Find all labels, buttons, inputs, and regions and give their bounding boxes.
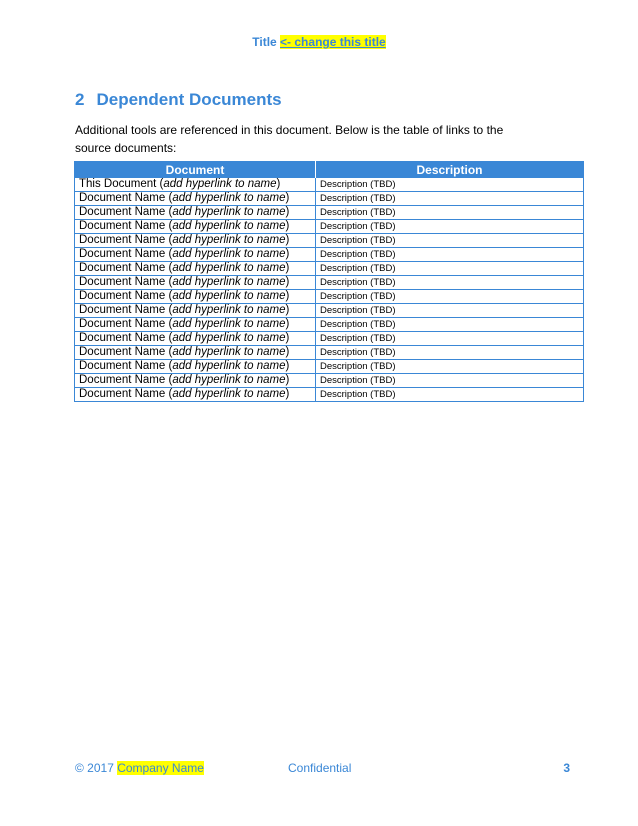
description-cell: Description (TBD) (316, 192, 584, 206)
document-name-suffix: ) (285, 276, 290, 288)
description-cell: Description (TBD) (316, 332, 584, 346)
document-name-hint: add hyperlink to name (172, 206, 286, 218)
header-title-hint[interactable]: <- change this title (280, 35, 386, 49)
company-name: Company Name (117, 761, 204, 775)
document-name-prefix: Document Name ( (79, 234, 173, 246)
document-name-suffix: ) (285, 304, 290, 316)
document-name-hint: add hyperlink to name (172, 262, 286, 274)
document-name-cell[interactable] (75, 318, 316, 332)
document-name-suffix: ) (285, 206, 290, 218)
document-name-cell[interactable] (75, 332, 316, 346)
document-name-cell[interactable] (75, 276, 316, 290)
column-header-description: Description (316, 162, 584, 178)
document-name-prefix: Document Name ( (79, 388, 173, 400)
table-row (75, 346, 584, 360)
document-name-hint: add hyperlink to name (163, 178, 277, 190)
table-row (75, 192, 584, 206)
document-name-cell[interactable] (75, 220, 316, 234)
document-name-hint: add hyperlink to name (172, 220, 286, 232)
table-row (75, 234, 584, 248)
description-cell: Description (TBD) (316, 276, 584, 290)
document-name-prefix: Document Name ( (79, 374, 173, 386)
document-name-prefix: Document Name ( (79, 304, 173, 316)
description-cell: Description (TBD) (316, 248, 584, 262)
table-header-row (75, 162, 584, 178)
copyright-year: © 2017 (75, 761, 114, 775)
document-name-hint: add hyperlink to name (172, 234, 286, 246)
document-name-suffix: ) (285, 192, 290, 204)
document-name-cell[interactable] (75, 388, 316, 402)
document-name-hint: add hyperlink to name (172, 360, 286, 372)
document-name-suffix: ) (285, 346, 290, 358)
table-row (75, 276, 584, 290)
table-row (75, 332, 584, 346)
table-row (75, 388, 584, 402)
document-name-suffix: ) (285, 262, 290, 274)
document-name-prefix: Document Name ( (79, 192, 173, 204)
document-name-prefix: Document Name ( (79, 332, 173, 344)
section-title: Dependent Documents (96, 90, 282, 109)
document-name-suffix: ) (285, 360, 290, 372)
description-cell: Description (TBD) (316, 346, 584, 360)
table-row (75, 178, 584, 192)
document-name-suffix: ) (285, 290, 290, 302)
document-name-hint: add hyperlink to name (172, 248, 286, 260)
document-name-suffix: ) (285, 374, 290, 386)
document-name-cell[interactable] (75, 346, 316, 360)
document-name-prefix: Document Name ( (79, 262, 173, 274)
description-cell: Description (TBD) (316, 290, 584, 304)
page-number: 3 (563, 761, 570, 775)
document-name-cell[interactable] (75, 178, 316, 192)
document-name-cell[interactable] (75, 234, 316, 248)
document-name-prefix: This Document ( (79, 178, 164, 190)
table-row (75, 262, 584, 276)
footer-copyright (75, 761, 204, 775)
table-row (75, 290, 584, 304)
document-name-suffix: ) (285, 388, 290, 400)
document-name-cell[interactable] (75, 262, 316, 276)
document-name-hint: add hyperlink to name (172, 276, 286, 288)
document-name-hint: add hyperlink to name (172, 374, 286, 386)
document-name-suffix: ) (285, 248, 290, 260)
table-row (75, 304, 584, 318)
document-name-cell[interactable] (75, 304, 316, 318)
document-name-hint: add hyperlink to name (172, 346, 286, 358)
description-cell: Description (TBD) (316, 220, 584, 234)
document-name-hint: add hyperlink to name (172, 332, 286, 344)
document-name-suffix: ) (285, 332, 290, 344)
table-row (75, 318, 584, 332)
section-heading (75, 90, 282, 110)
description-cell: Description (TBD) (316, 318, 584, 332)
document-name-prefix: Document Name ( (79, 248, 173, 260)
table-row (75, 248, 584, 262)
description-cell: Description (TBD) (316, 234, 584, 248)
description-cell: Description (TBD) (316, 388, 584, 402)
table-row (75, 374, 584, 388)
document-name-hint: add hyperlink to name (172, 290, 286, 302)
section-number: 2 (75, 90, 85, 109)
document-name-suffix: ) (285, 220, 290, 232)
header-title-label: Title (252, 35, 277, 49)
document-name-cell[interactable] (75, 206, 316, 220)
document-name-cell[interactable] (75, 248, 316, 262)
document-name-hint: add hyperlink to name (172, 318, 286, 330)
document-name-prefix: Document Name ( (79, 220, 173, 232)
document-name-cell[interactable] (75, 290, 316, 304)
description-cell: Description (TBD) (316, 178, 584, 192)
description-cell: Description (TBD) (316, 262, 584, 276)
description-cell: Description (TBD) (316, 304, 584, 318)
document-name-suffix: ) (276, 178, 281, 190)
table-row (75, 360, 584, 374)
description-cell: Description (TBD) (316, 374, 584, 388)
table-body (75, 178, 584, 402)
document-name-hint: add hyperlink to name (172, 388, 286, 400)
document-name-prefix: Document Name ( (79, 276, 173, 288)
table-row (75, 206, 584, 220)
table-row (75, 220, 584, 234)
description-cell: Description (TBD) (316, 206, 584, 220)
document-name-prefix: Document Name ( (79, 360, 173, 372)
document-name-hint: add hyperlink to name (172, 304, 286, 316)
document-name-prefix: Document Name ( (79, 206, 173, 218)
page-header (0, 35, 638, 49)
document-name-suffix: ) (285, 318, 290, 330)
intro-paragraph: Additional tools are referenced in this document. Below is the table of links to the source documents: (75, 123, 504, 155)
document-name-hint: add hyperlink to name (172, 192, 286, 204)
document-name-suffix: ) (285, 234, 290, 246)
document-name-prefix: Document Name ( (79, 290, 173, 302)
column-header-document: Document (75, 162, 316, 178)
document-name-cell[interactable] (75, 374, 316, 388)
description-cell: Description (TBD) (316, 360, 584, 374)
document-name-prefix: Document Name ( (79, 346, 173, 358)
document-name-cell[interactable] (75, 192, 316, 206)
dependent-documents-table (74, 161, 584, 402)
document-name-cell[interactable] (75, 360, 316, 374)
footer-confidential: Confidential (288, 761, 352, 775)
document-name-prefix: Document Name ( (79, 318, 173, 330)
